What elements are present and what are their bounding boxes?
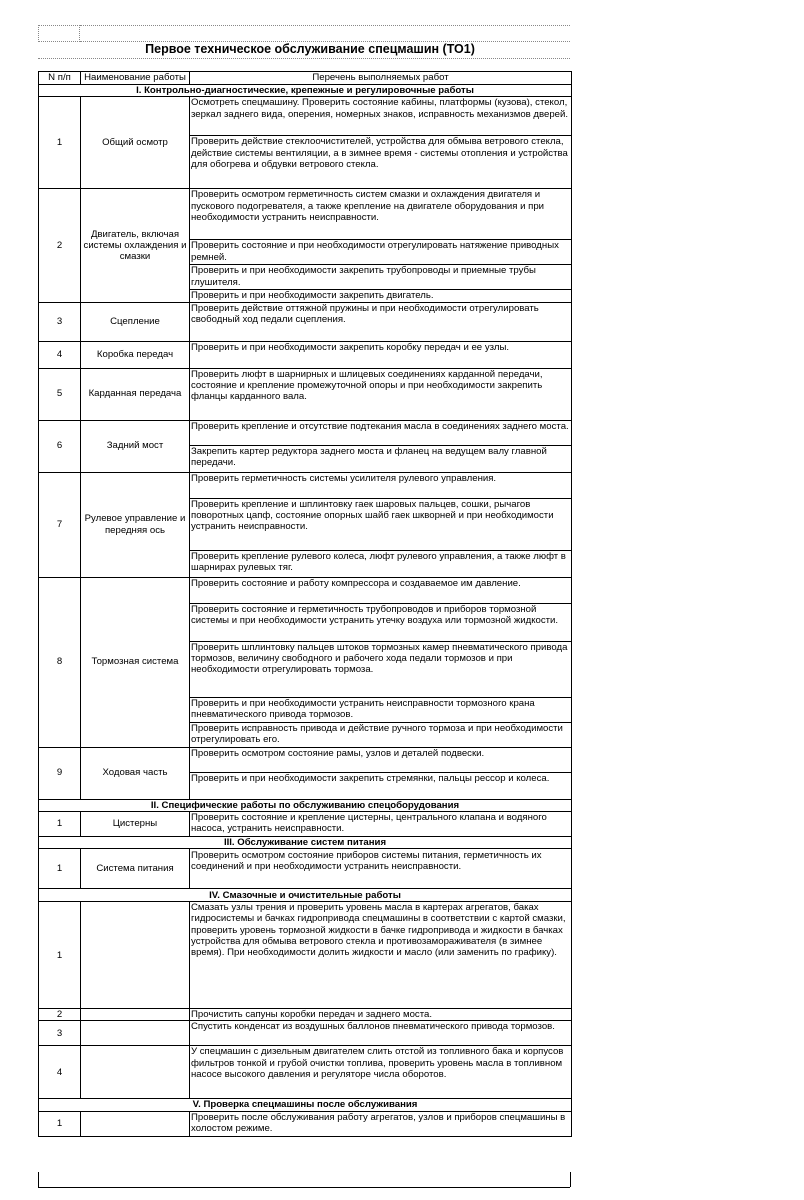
work-item: У спецмашин с дизельным двигателем слить отстой из топливного бака и корпусов фильтров тонкой и грубой очистки топлива, проверить уровень масла в топливном насосе высокого давления и регуляторе числа оборотов. bbox=[190, 1046, 572, 1099]
row-number: 8 bbox=[39, 577, 81, 747]
section-row bbox=[39, 836, 572, 848]
work-item: Проверить состояние и крепление цистерны, центрального клапана и водяного насоса, устранить неисправности. bbox=[190, 811, 572, 836]
work-item: Проверить состояние и работу компрессора и создаваемое им давление. bbox=[190, 577, 572, 603]
work-item: Проверить и при необходимости устранить неисправности тормозного крана пневматического привода тормозов. bbox=[190, 697, 572, 722]
work-item: Проверить состояние и герметичность трубопроводов и приборов тормозной системы и при необходимости устранить утечку воздуха или тормозной жидкости. bbox=[190, 603, 572, 641]
table-row bbox=[39, 747, 572, 772]
work-name: Сцепление bbox=[81, 302, 190, 341]
work-item: Проверить крепление и отсутствие подтекания масла в соединениях заднего моста. bbox=[190, 420, 572, 445]
work-item: Проверить после обслуживания работу агрегатов, узлов и приборов спецмашины в холостом режиме. bbox=[190, 1111, 572, 1136]
table-row bbox=[39, 368, 572, 420]
table-row bbox=[39, 472, 572, 498]
section-title: V. Проверка спецмашины после обслуживания bbox=[39, 1099, 572, 1111]
table-row bbox=[39, 1111, 572, 1136]
row-number: 1 bbox=[39, 849, 81, 889]
work-item: Осмотреть спецмашину. Проверить состояние кабины, платформы (кузова), стекол, зеркал заднего вида, оперения, номерных знаков, исправность механизмов дверей. bbox=[190, 97, 572, 136]
table-row bbox=[39, 189, 572, 240]
table-row bbox=[39, 902, 572, 1009]
work-name-empty bbox=[81, 1021, 190, 1046]
table-row bbox=[39, 420, 572, 445]
section-title: II. Специфические работы по обслуживанию спецоборудования bbox=[39, 799, 572, 811]
empty-cell bbox=[80, 25, 570, 42]
row-number: 1 bbox=[39, 902, 81, 1009]
row-number: 6 bbox=[39, 420, 81, 472]
work-item: Проверить действие стеклоочистителей, устройства для обмыва ветрового стекла, действие системы вентиляции, а в зимнее время - системы отопления и устройства для обогрева и обдувки ветрового стекла. bbox=[190, 136, 572, 189]
divider bbox=[38, 58, 570, 59]
work-name-empty bbox=[81, 1009, 190, 1021]
work-item: Проверить исправность привода и действие ручного тормоза и при необходимости отрегулировать его. bbox=[190, 722, 572, 747]
work-name: Цистерны bbox=[81, 811, 190, 836]
work-item: Смазать узлы трения и проверить уровень масла в картерах агрегатов, баках гидросистемы и бачках гидропривода спецмашины в соответствии с картой смазки, проверить уровень тормозной жидкости в бачке гидропривода и жидкости в бачках устройства для обмыва ветрового стекла и противозамораживателя (в зимнее время). При необходимости долить жидкости и масло (или заменить по графику). bbox=[190, 902, 572, 1009]
table-row bbox=[39, 849, 572, 889]
spreadsheet-top-cells bbox=[38, 25, 570, 42]
work-item: Прочистить сапуны коробки передач и заднего моста. bbox=[190, 1009, 572, 1021]
work-item: Проверить герметичность системы усилителя рулевого управления. bbox=[190, 472, 572, 498]
work-item: Проверить действие оттяжной пружины и при необходимости отрегулировать свободный ход педали сцепления. bbox=[190, 302, 572, 341]
row-number: 1 bbox=[39, 1111, 81, 1136]
work-name: Карданная передача bbox=[81, 368, 190, 420]
work-name: Рулевое управление и передняя ось bbox=[81, 472, 190, 577]
divider bbox=[38, 1172, 39, 1187]
header-row bbox=[39, 72, 572, 85]
header-name: Наименование работы bbox=[81, 72, 190, 85]
work-name-empty bbox=[81, 1046, 190, 1099]
work-name: Система питания bbox=[81, 849, 190, 889]
work-item: Проверить шплинтовку пальцев штоков тормозных камер пневматического привода тормозов, величину свободного и рабочего хода педали тормозов и при необходимости отрегулировать тормоза. bbox=[190, 641, 572, 697]
work-item: Проверить состояние и при необходимости отрегулировать натяжение приводных ремней. bbox=[190, 240, 572, 265]
header-num: N п/п bbox=[39, 72, 81, 85]
row-number: 1 bbox=[39, 97, 81, 189]
table-row bbox=[39, 1021, 572, 1046]
table-row bbox=[39, 811, 572, 836]
work-item: Проверить осмотром состояние рамы, узлов и деталей подвески. bbox=[190, 747, 572, 772]
section-row bbox=[39, 889, 572, 902]
row-number: 4 bbox=[39, 1046, 81, 1099]
section-row bbox=[39, 85, 572, 97]
empty-cell bbox=[38, 25, 80, 42]
work-item: Закрепить картер редуктора заднего моста и фланец на ведущем валу главной передачи. bbox=[190, 445, 572, 472]
work-name: Ходовая часть bbox=[81, 747, 190, 799]
work-item: Проверить и при необходимости закрепить коробку передач и ее узлы. bbox=[190, 341, 572, 368]
work-name-empty bbox=[81, 902, 190, 1009]
work-name: Двигатель, включая системы охлаждения и смазки bbox=[81, 189, 190, 302]
page-title: Первое техническое обслуживание спецмашин (ТО1) bbox=[145, 42, 475, 56]
table-row bbox=[39, 302, 572, 341]
section-title: III. Обслуживание систем питания bbox=[39, 836, 572, 848]
divider bbox=[570, 1172, 571, 1187]
row-number: 2 bbox=[39, 189, 81, 302]
work-name: Задний мост bbox=[81, 420, 190, 472]
work-name: Коробка передач bbox=[81, 341, 190, 368]
row-number: 9 bbox=[39, 747, 81, 799]
work-item: Проверить осмотром состояние приборов системы питания, герметичность их соединений и при необходимости устранить неисправности. bbox=[190, 849, 572, 889]
row-number: 2 bbox=[39, 1009, 81, 1021]
table-row bbox=[39, 1009, 572, 1021]
table-row bbox=[39, 1046, 572, 1099]
work-item: Проверить и при необходимости закрепить двигатель. bbox=[190, 290, 572, 302]
maintenance-table bbox=[38, 71, 572, 1137]
row-number: 3 bbox=[39, 302, 81, 341]
work-item: Проверить осмотром герметичность систем смазки и охлаждения двигателя и пускового подогревателя, а также крепление на двигателе оборудования и при необходимости устранить неисправности. bbox=[190, 189, 572, 240]
work-name: Тормозная система bbox=[81, 577, 190, 747]
work-item: Проверить люфт в шарнирных и шлицевых соединениях карданной передачи, состояние и крепление промежуточной опоры и при необходимости закрепить фланцы карданного вала. bbox=[190, 368, 572, 420]
row-number: 3 bbox=[39, 1021, 81, 1046]
header-list: Перечень выполняемых работ bbox=[190, 72, 572, 85]
work-item: Проверить крепление и шплинтовку гаек шаровых пальцев, сошки, рычагов поворотных цапф, состояние опорных шайб гаек шкворней и при необходимости устранить неисправности. bbox=[190, 498, 572, 550]
row-number: 5 bbox=[39, 368, 81, 420]
row-number: 7 bbox=[39, 472, 81, 577]
table-row bbox=[39, 341, 572, 368]
work-item: Проверить и при необходимости закрепить трубопроводы и приемные трубы глушителя. bbox=[190, 265, 572, 290]
row-number: 4 bbox=[39, 341, 81, 368]
row-number: 1 bbox=[39, 811, 81, 836]
section-row bbox=[39, 799, 572, 811]
work-item: Проверить и при необходимости закрепить стремянки, пальцы рессор и колеса. bbox=[190, 772, 572, 799]
work-item: Спустить конденсат из воздушных баллонов пневматического привода тормозов. bbox=[190, 1021, 572, 1046]
table-row bbox=[39, 97, 572, 136]
work-name-empty bbox=[81, 1111, 190, 1136]
section-title: IV. Смазочные и очистительные работы bbox=[39, 889, 572, 902]
section-title: I. Контрольно-диагностические, крепежные и регулировочные работы bbox=[39, 85, 572, 97]
section-row bbox=[39, 1099, 572, 1111]
divider bbox=[38, 1187, 570, 1188]
work-item: Проверить крепление рулевого колеса, люфт рулевого управления, а также люфт в шарнирах рулевых тяг. bbox=[190, 550, 572, 577]
table-row bbox=[39, 577, 572, 603]
work-name: Общий осмотр bbox=[81, 97, 190, 189]
